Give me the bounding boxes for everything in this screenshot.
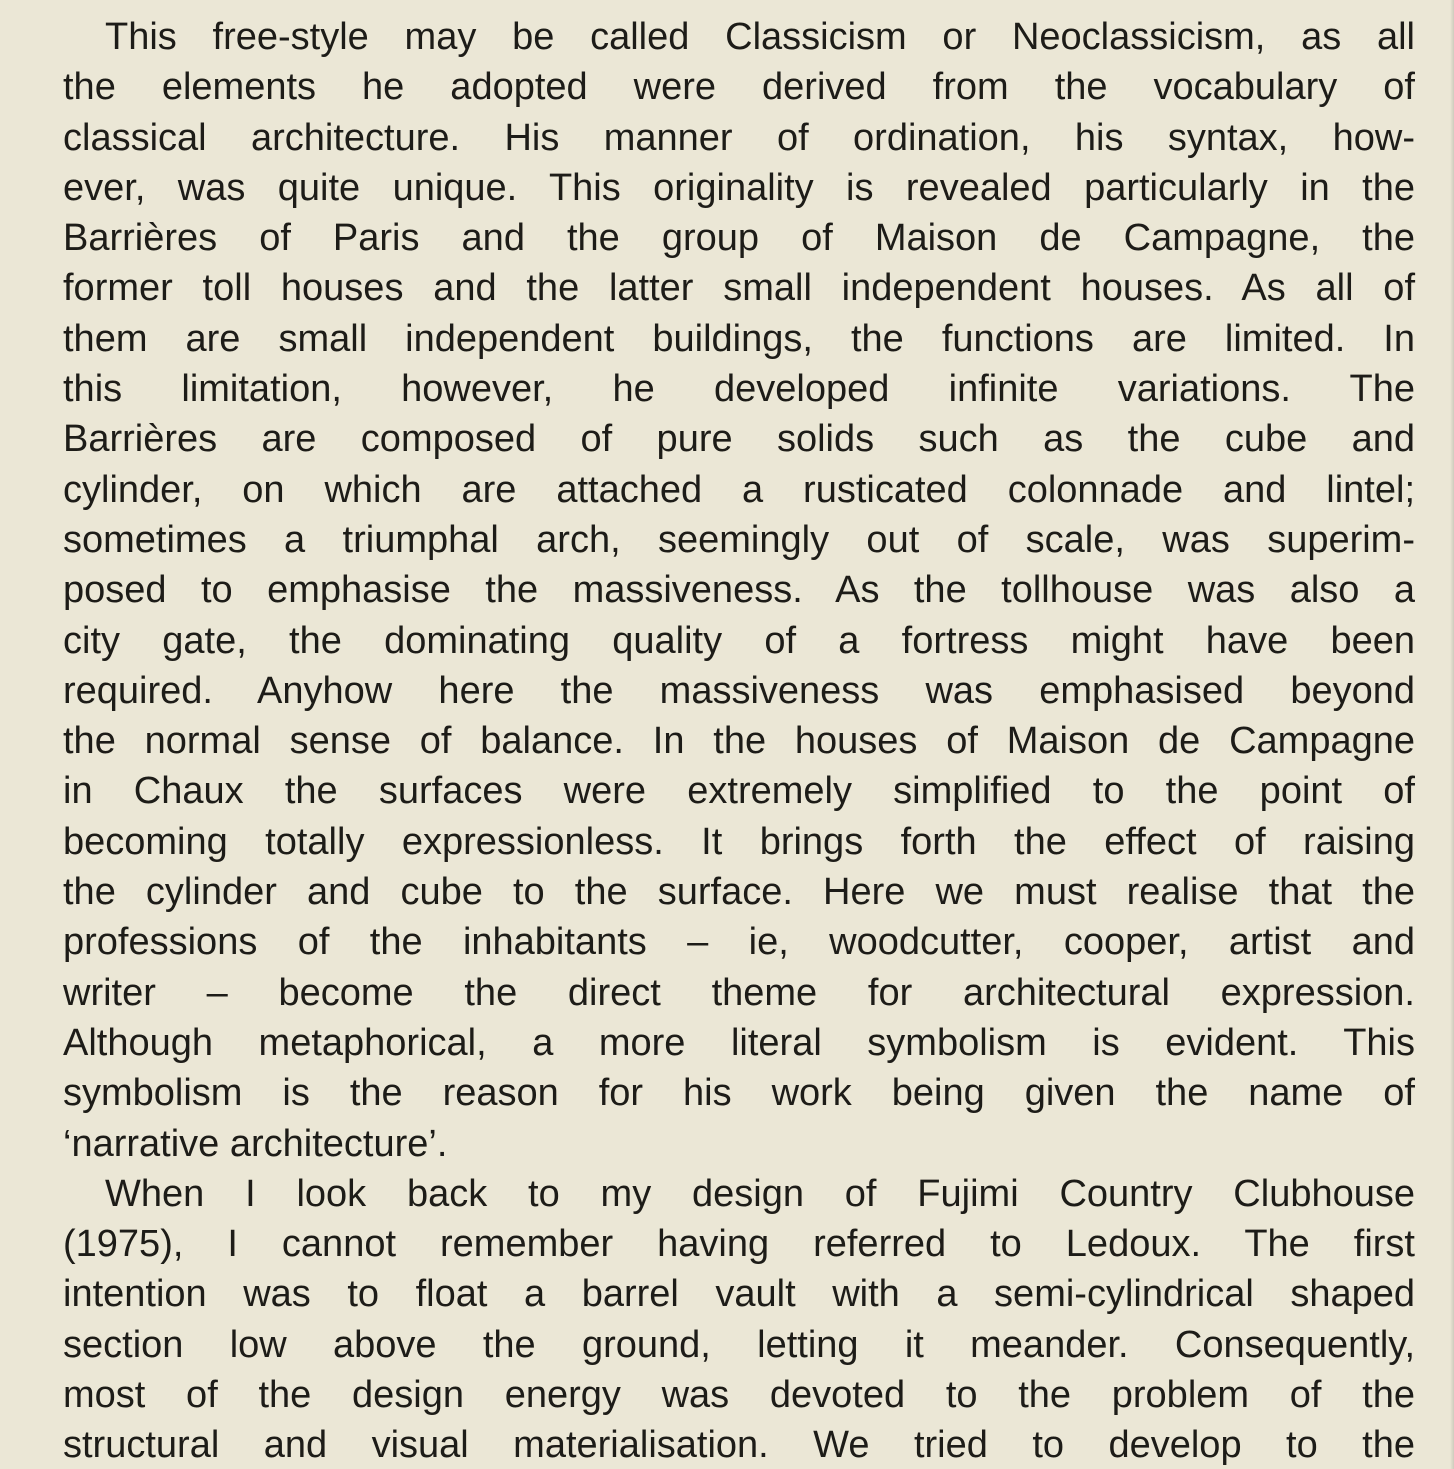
text-line: professions of the inhabitants – ie, woodcutter, cooper, artist and — [63, 921, 1415, 964]
text-line: structural and visual materialisation. We tried to develop to the — [63, 1424, 1415, 1467]
paragraph-2 — [63, 1169, 1415, 1469]
text-line: the cylinder and cube to the surface. Here we must realise that the — [63, 871, 1415, 914]
text-line: Barrières of Paris and the group of Maison de Campagne, the — [63, 217, 1415, 260]
text-line: them are small independent buildings, the functions are limited. In — [63, 317, 1415, 360]
paragraph-1 — [63, 12, 1415, 1169]
text-line: former toll houses and the latter small independent houses. As all of — [63, 267, 1415, 310]
text-line: cylinder, on which are attached a rusticated colonnade and lintel; — [63, 468, 1415, 511]
text-line: most of the design energy was devoted to the problem of the — [63, 1374, 1415, 1417]
text-line: ever, was quite unique. This originality is revealed particularly in the — [63, 166, 1415, 209]
text-line: symbolism is the reason for his work being given the name of — [63, 1072, 1415, 1115]
text-line: Although metaphorical, a more literal symbolism is evident. This — [63, 1021, 1415, 1064]
body-text — [63, 12, 1415, 1469]
text-line: required. Anyhow here the massiveness was emphasised beyond — [63, 669, 1415, 712]
text-line: sometimes a triumphal arch, seemingly out of scale, was superim- — [63, 518, 1415, 561]
text-line: section low above the ground, letting it meander. Consequently, — [63, 1323, 1415, 1366]
text-line: city gate, the dominating quality of a fortress might have been — [63, 619, 1415, 662]
text-line: the elements he adopted were derived from the vocabulary of — [63, 66, 1415, 109]
text-line: the normal sense of balance. In the houses of Maison de Campagne — [63, 720, 1415, 763]
text-line: becoming totally expressionless. It brings forth the effect of raising — [63, 820, 1415, 863]
text-line: When I look back to my design of Fujimi Country Clubhouse — [105, 1172, 1415, 1215]
text-line: this limitation, however, he developed infinite variations. The — [63, 368, 1415, 411]
text-line: classical architecture. His manner of ordination, his syntax, how- — [63, 116, 1415, 159]
text-line: writer – become the direct theme for architectural expression. — [63, 971, 1415, 1014]
text-line: This free-style may be called Classicism or Neoclassicism, as all — [105, 16, 1415, 58]
text-line: intention was to float a barrel vault with a semi-cylindrical shaped — [63, 1273, 1415, 1316]
text-line: (1975), I cannot remember having referred to Ledoux. The first — [63, 1223, 1415, 1266]
page-edge-shadow — [1450, 0, 1454, 1469]
text-line: Barrières are composed of pure solids such as the cube and — [63, 418, 1415, 461]
text-line: in Chaux the surfaces were extremely simplified to the point of — [63, 770, 1415, 813]
text-line: ‘narrative architecture’. — [63, 1122, 448, 1165]
text-line: posed to emphasise the massiveness. As the tollhouse was also a — [63, 569, 1415, 612]
